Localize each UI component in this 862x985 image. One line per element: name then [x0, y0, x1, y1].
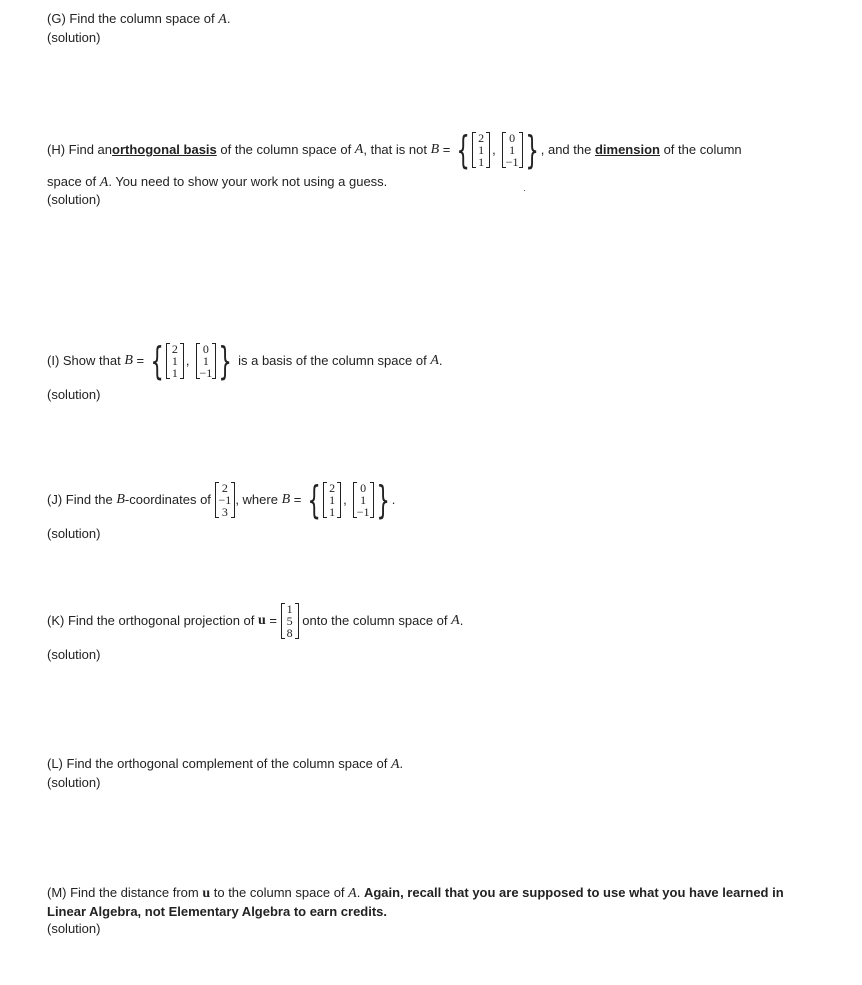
- question-g: (G) Find the column space of A.: [47, 11, 231, 27]
- question-h: (H) Find an orthogonal basis of the column space of A , that is not B = { 2 1 1 , 0 1 −1 } , and the dimension of the column: [47, 128, 742, 172]
- solution-l: (solution): [47, 775, 101, 790]
- emphasis-note: Again, recall that you are supposed to use what you have learned in Linear Algebra, not Elementary Algebra to earn credits.: [47, 885, 784, 919]
- basis-set-h: { 2 1 1 , 0 1 −1 }: [456, 128, 539, 172]
- solution-k: (solution): [47, 647, 101, 662]
- basis-vector-1: 2 1 1: [323, 482, 341, 518]
- stray-dot: [524, 190, 525, 191]
- orthogonal-basis-term: orthogonal basis: [112, 142, 217, 157]
- question-j: (J) Find the B -coordinates of 2 −1 3 , where B = { 2 1 1 , 0 1 −1 } .: [47, 478, 396, 522]
- basis-vector-2: 0 1 −1: [502, 132, 523, 168]
- coordinate-vector: 2 −1 3: [215, 482, 236, 518]
- basis-vector-1: 2 1 1: [472, 132, 490, 168]
- solution-h: (solution): [47, 192, 101, 207]
- basis-vector-2: 0 1 −1: [196, 343, 217, 379]
- dimension-term: dimension: [594, 142, 660, 157]
- question-k: (K) Find the orthogonal projection of u = 1 5 8 onto the column space of A .: [47, 602, 464, 640]
- solution-j: (solution): [47, 526, 101, 541]
- solution-g: (solution): [47, 30, 101, 45]
- question-l: (L) Find the orthogonal complement of the column space of A.: [47, 756, 404, 772]
- solution-m: (solution): [47, 921, 101, 936]
- vector-u: 1 5 8: [281, 603, 299, 639]
- basis-vector-1: 2 1 1: [166, 343, 184, 379]
- question-i: (I) Show that B = { 2 1 1 , 0 1 −1 } is a basis of the column space of A .: [47, 339, 443, 383]
- question-m: (M) Find the distance from u to the column space of A. Again, recall that you are supposed to use what you have learned in Linear Algebra, not Elementary Algebra to earn credits.: [47, 885, 784, 919]
- basis-set-j: { 2 1 1 , 0 1 −1 }: [307, 478, 390, 522]
- basis-set-i: { 2 1 1 , 0 1 −1 }: [150, 339, 233, 383]
- solution-i: (solution): [47, 387, 101, 402]
- question-h-line2: space of A. You need to show your work not using a guess.: [47, 174, 388, 190]
- basis-vector-2: 0 1 −1: [353, 482, 374, 518]
